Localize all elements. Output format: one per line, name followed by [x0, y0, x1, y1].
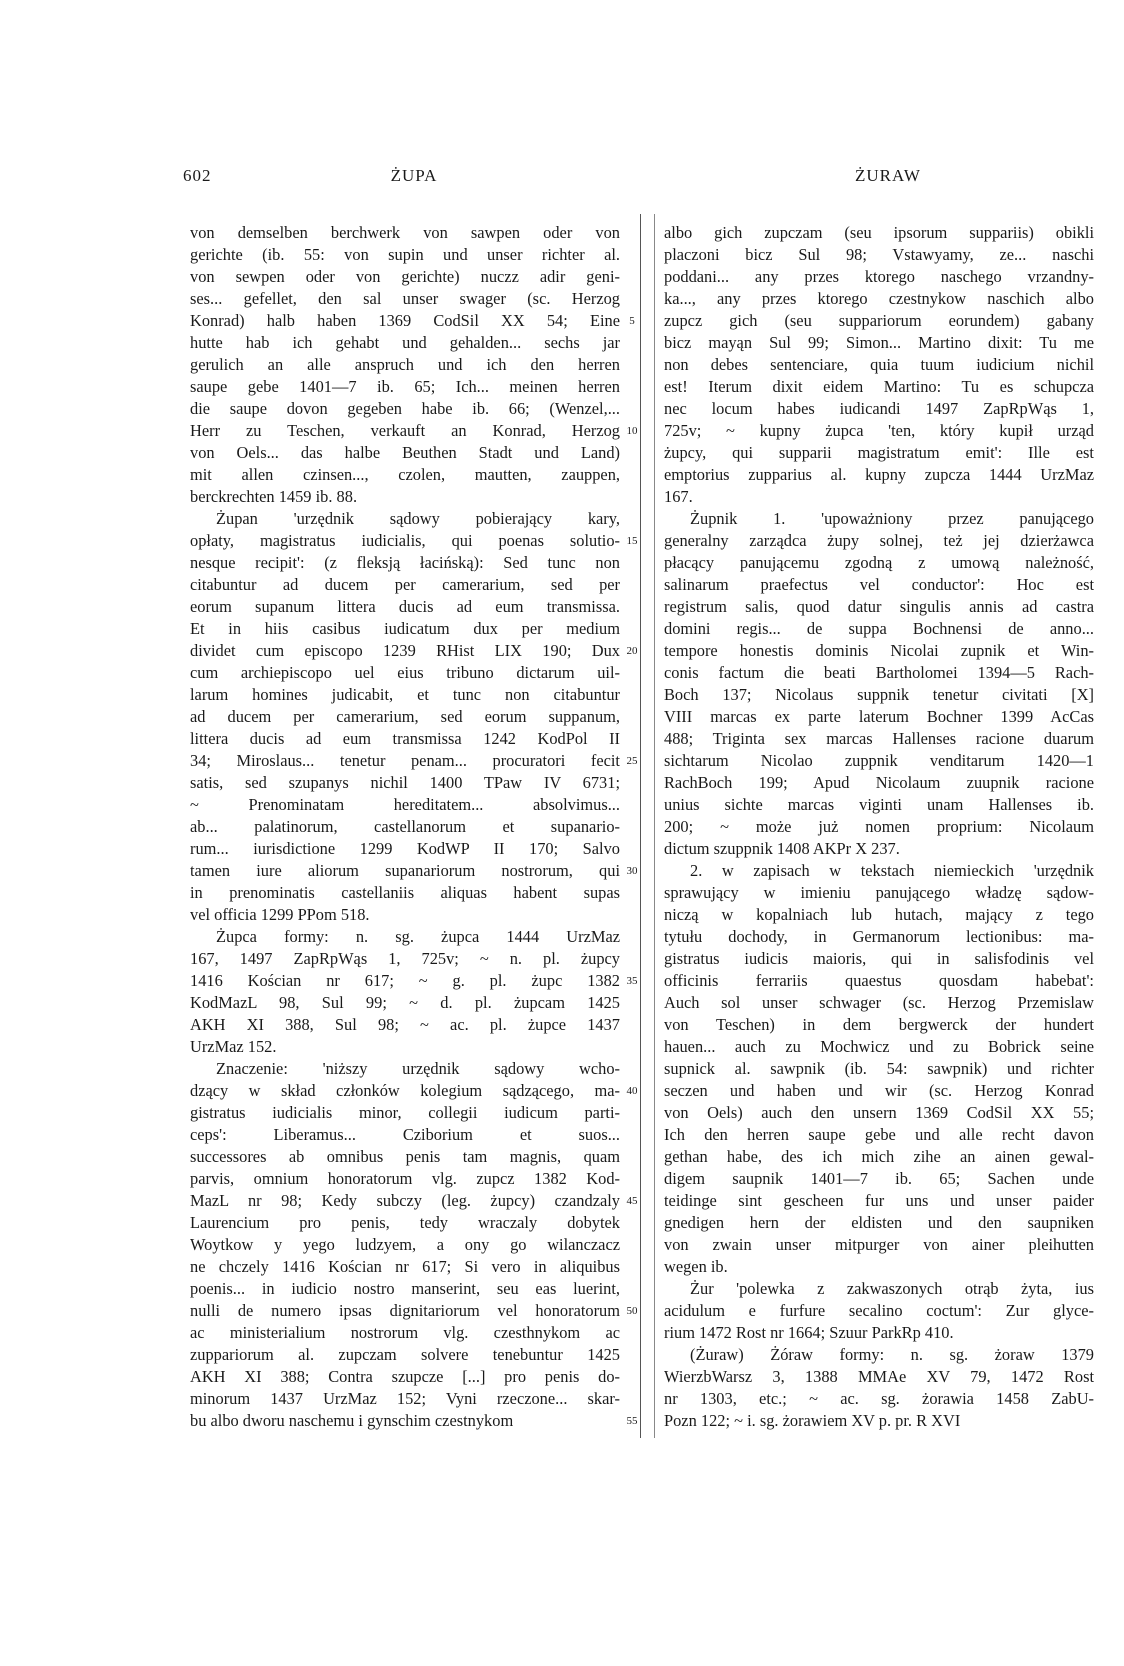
- left-column-line: Laurencium pro penis, tedy wraczaly dobytek: [190, 1213, 620, 1232]
- right-column-line: gethan habe, des ich mich zihe an ainen gewal-: [664, 1147, 1094, 1166]
- line-number: 50: [626, 1305, 638, 1317]
- left-column-line: Znaczenie: 'niższy urzędnik sądowy wcho-: [216, 1059, 620, 1078]
- right-column-line: wegen ib.: [664, 1257, 728, 1276]
- left-column-line: citabuntur ad ducem per camerarium, sed per: [190, 575, 620, 594]
- right-column-line: albo gich zupczam (seu ipsorum suppariis) obikli: [664, 223, 1094, 242]
- line-number: 15: [626, 535, 638, 547]
- right-column-line: emptorius zupparius al. kupny zupcza 1444 UrzMaz: [664, 465, 1094, 484]
- left-column-line: ceps': Liberamus... Cziborium et suos...: [190, 1125, 620, 1144]
- line-number: 55: [626, 1415, 638, 1427]
- page-number: 602: [183, 166, 212, 185]
- left-column-line: ab... palatinorum, castellanorum et supanario-: [190, 817, 620, 836]
- left-column-line: nulli de numero ipsas dignitariorum vel honoratorum: [190, 1301, 620, 1320]
- right-column-line: bicz mayąn Sul 99; Simon... Martino dixit: Tu me: [664, 333, 1094, 352]
- left-column-line: ~ Prenominatam hereditatem... absolvimus...: [190, 795, 620, 814]
- right-column-line: Żupnik 1. 'upoważniony przez panującego: [690, 509, 1094, 528]
- right-column-line: est! Iterum dixit eidem Martino: Tu es schupcza: [664, 377, 1094, 396]
- left-column-line: hutte hab ich gehabt und gehalden... sechs jar: [190, 333, 620, 352]
- left-column-line: tamen iure aliorum supanariorum nostrorum, qui: [190, 861, 620, 880]
- left-column-line: MazL nr 98; Kedy subczy (leg. żupcy) czandzaly: [190, 1191, 620, 1210]
- left-column-line: dividet cum episcopo 1239 RHist LIX 190; Dux: [190, 641, 620, 660]
- right-column-line: Żur 'polewka z zakwaszonych otrąb żyta, ius: [690, 1279, 1094, 1298]
- right-column-line: 2. w zapisach w tekstach niemieckich 'urzędnik: [690, 861, 1094, 880]
- right-column-line: gistratus iudicis maioris, qui in salisfodinis vel: [664, 949, 1094, 968]
- left-column-line: 34; Miroslaus... tenetur penam... procuratori fecit: [190, 751, 620, 770]
- right-column-line: hauen... auch zu Mochwicz und zu Bobrick seine: [664, 1037, 1094, 1056]
- right-column-line: von zwain unser mitpurger von ainer pleihutten: [664, 1235, 1094, 1254]
- left-column-line: die saupe dovon gegeben habe ib. 66; (Wenzel,...: [190, 399, 620, 418]
- left-column-line: von Oels... das halbe Beuthen Stadt und Land): [190, 443, 620, 462]
- right-column-line: 488; Triginta sex marcas Hallenses racione duarum: [664, 729, 1094, 748]
- right-column-line: seczen und haben und wir (sc. Herzog Konrad: [664, 1081, 1094, 1100]
- right-column-line: rium 1472 Rost nr 1664; Szuur ParkRp 410.: [664, 1323, 954, 1342]
- right-column-line: tempore honestis dominis Nicolai zupnik et Win-: [664, 641, 1094, 660]
- right-column-line: zupcz gich (seu suppariorum eorundem) gabany: [664, 311, 1094, 330]
- left-column-line: gistratus iudicialis minor, collegii iudicum parti-: [190, 1103, 620, 1122]
- column-rule-inner: [654, 214, 656, 1438]
- left-column-line: satis, sed szupanys nichil 1400 TPaw IV 6731;: [190, 773, 620, 792]
- left-column-line: von demselben berchwerk von sawpen oder von: [190, 223, 620, 242]
- right-column-line: dictum szuppnik 1408 AKPr X 237.: [664, 839, 900, 858]
- right-column-line: non debes sentenciare, quia tuum iudicium nichil: [664, 355, 1094, 374]
- left-column-line: AKH XI 388; Contra szupcze [...] pro penis do-: [190, 1367, 620, 1386]
- right-column-line: Pozn 122; ~ i. sg. żorawiem XV p. pr. R XVI: [664, 1411, 961, 1430]
- line-number: 10: [626, 425, 638, 437]
- right-column-line: von Oels) auch den unsern 1369 CodSil XX 55;: [664, 1103, 1094, 1122]
- left-column-line: Żupca formy: n. sg. żupca 1444 UrzMaz: [216, 927, 620, 946]
- right-column-line: płacący panującemu zgodną z umową należność,: [664, 553, 1094, 572]
- right-column-line: żupcy, qui supparii magistratum emit': Ille est: [664, 443, 1094, 462]
- left-column-line: successores ab omnibus penis tam magnis, quam: [190, 1147, 620, 1166]
- left-column-line: mit allen czinsen..., czolen, mautten, zauppen,: [190, 465, 620, 484]
- left-column-line: dzący w skład członków kolegium sądzącego, ma-: [190, 1081, 620, 1100]
- right-column-line: von Teschen) in dem bergwerck der hundert: [664, 1015, 1094, 1034]
- right-column-line: conis factum die beati Bartholomei 1394—5 Rach-: [664, 663, 1094, 682]
- left-column-line: Et in hiis casibus iudicatum dux per medium: [190, 619, 620, 638]
- left-column-line: Herr zu Teschen, verkauft an Konrad, Herzog: [190, 421, 620, 440]
- left-column-line: berckrechten 1459 ib. 88.: [190, 487, 358, 506]
- left-column-line: zuppariorum al. zupczam solvere tenebuntur 1425: [190, 1345, 620, 1364]
- right-column-line: generalny zarządca żupy solnej, też jej dzierżawca: [664, 531, 1094, 550]
- right-column-line: domini regis... de suppa Bochnensi de anno...: [664, 619, 1094, 638]
- left-running-head: ŻUPA: [390, 166, 438, 185]
- left-column-line: ne chczely 1416 Kościan nr 617; Si vero in aliquibus: [190, 1257, 620, 1276]
- left-column-line: nesque recipit': (z fleksją łacińską): Sed tunc non: [190, 553, 620, 572]
- left-column-line: KodMazL 98, Sul 99; ~ d. pl. żupcam 1425: [190, 993, 620, 1012]
- left-column-line: larum homines judicabit, et tunc non citabuntur: [190, 685, 620, 704]
- right-column-line: placzoni bicz Sul 98; Vstawyamy, ze... naschi: [664, 245, 1094, 264]
- left-column: [190, 222, 620, 1432]
- column-rule: [640, 214, 642, 1438]
- line-number: 35: [626, 975, 638, 987]
- right-column-line: supnick al. sawpnik (ib. 54: sawpnik) und richter: [664, 1059, 1094, 1078]
- right-column-line: nr 1303, etc.; ~ ac. sg. żorawia 1458 ZabU-: [664, 1389, 1094, 1408]
- right-column-line: registrum salis, quod datur singulis annis ad castra: [664, 597, 1094, 616]
- right-column-line: 167.: [664, 487, 693, 506]
- right-column-line: digem saupnik 1401—7 ib. 65; Sachen unde: [664, 1169, 1094, 1188]
- right-column-line: Boch 137; Nicolaus suppnik tenetur civitati [X]: [664, 685, 1094, 704]
- left-column-line: saupe gebe 1401—7 ib. 65; Ich... meinen herren: [190, 377, 620, 396]
- left-column-line: AKH XI 388, Sul 98; ~ ac. pl. żupce 1437: [190, 1015, 620, 1034]
- left-column-line: parvis, omnium honoratorum vlg. zupcz 1382 Kod-: [190, 1169, 620, 1188]
- right-column-line: salinarum praefectus vel conductor': Hoc est: [664, 575, 1094, 594]
- right-column-line: 200; ~ może już nomen proprium: Nicolaum: [664, 817, 1094, 836]
- line-number: 25: [626, 755, 638, 767]
- line-number: 40: [626, 1085, 638, 1097]
- left-column-line: gerulich an alle anspruch und ich den herren: [190, 355, 620, 374]
- right-column-line: officinis ferrariis quaestus quosdam habebat':: [664, 971, 1094, 990]
- right-column-line: RachBoch 199; Apud Nicolaum zuupnik racione: [664, 773, 1094, 792]
- left-column-line: ses... gefellet, den sal unser swager (sc. Herzog: [190, 289, 620, 308]
- left-column-line: in prenominatis castellaniis aliquas habent supas: [190, 883, 620, 902]
- left-column-line: cum archiepiscopo uel eius tribuno dictarum uil-: [190, 663, 620, 682]
- right-column-line: gnedigen hern der eldisten und den saupniken: [664, 1213, 1094, 1232]
- left-column-line: littera ducis ad eum transmissa 1242 KodPol II: [190, 729, 620, 748]
- left-column-line: Konrad) halb haben 1369 CodSil XX 54; Eine: [190, 311, 620, 330]
- left-column-line: minorum 1437 UrzMaz 152; Vyni rzeczone... skar-: [190, 1389, 620, 1408]
- right-column-line: Ich den herren saupe gebe und alle recht davon: [664, 1125, 1094, 1144]
- line-number: 45: [626, 1195, 638, 1207]
- right-column-line: poddani... any przes ktorego naschego vrzandny-: [664, 267, 1094, 286]
- right-column-line: Auch sol unser schwager (sc. Herzog Przemislaw: [664, 993, 1094, 1012]
- right-running-head: ŻURAW: [855, 166, 921, 185]
- right-column-line: niczą w kopalniach lub hutach, mający z tego: [664, 905, 1094, 924]
- left-column-line: bu albo dworu naschemu i gynschim czestnykom: [190, 1411, 514, 1430]
- left-column-line: poenis... in iudicio nostro manserint, seu eas luerint,: [190, 1279, 620, 1298]
- left-column-line: ad ducem per camerarium, sed eorum suppanum,: [190, 707, 620, 726]
- right-column-line: sprawujący w imieniu panującego władzę sądow-: [664, 883, 1094, 902]
- right-column-line: nec locum habes iudicandi 1497 ZapRpWąs 1,: [664, 399, 1094, 418]
- left-column-line: opłaty, magistratus iudicialis, qui poenas solutio-: [190, 531, 620, 550]
- line-number: 20: [626, 645, 638, 657]
- left-column-line: ac ministerialium nostrorum vlg. czesthnykom ac: [190, 1323, 620, 1342]
- left-column-line: von sewpen oder von gerichte) nuczz adir geni-: [190, 267, 620, 286]
- right-column-line: WierzbWarsz 3, 1388 MMAe XV 79, 1472 Rost: [664, 1367, 1094, 1386]
- right-column-line: VIII marcas ex parte laterum Bochner 1399 AcCas: [664, 707, 1094, 726]
- right-column-line: acidulum e furfure secalino coctum': Zur glyce-: [664, 1301, 1094, 1320]
- left-column-line: vel officia 1299 PPom 518.: [190, 905, 370, 924]
- right-column-line: unius sichte marcas viginti unam Hallenses ib.: [664, 795, 1094, 814]
- left-column-line: gerichte (ib. 55: von supin und unser richter al.: [190, 245, 620, 264]
- right-column: [664, 222, 1094, 1432]
- line-number: 30: [626, 865, 638, 877]
- line-number: 5: [629, 315, 635, 327]
- left-column-line: eorum supanum littera ducis ad eum transmissa.: [190, 597, 620, 616]
- left-column-line: 167, 1497 ZapRpWąs 1, 725v; ~ n. pl. żupcy: [190, 949, 620, 968]
- left-column-line: UrzMaz 152.: [190, 1037, 277, 1056]
- left-column-line: Woytkow y yego ludzyem, a ony go wilanczacz: [190, 1235, 620, 1254]
- right-column-line: 725v; ~ kupny żupca 'ten, który kupił urząd: [664, 421, 1094, 440]
- left-column-line: 1416 Kościan nr 617; ~ g. pl. żupc 1382: [190, 971, 620, 990]
- right-column-line: (Żuraw) Żóraw formy: n. sg. żoraw 1379: [690, 1345, 1094, 1364]
- right-column-line: sichtarum Nicolao zuppnik venditarum 1420—1: [664, 751, 1094, 770]
- left-column-line: Żupan 'urzędnik sądowy pobierający kary,: [216, 509, 620, 528]
- right-column-line: ka..., any przes ktorego czestnykow naschich albo: [664, 289, 1094, 308]
- right-column-line: tytułu dochody, in Germanorum lectionibus: ma-: [664, 927, 1094, 946]
- right-column-line: teidinge sint gescheen fur uns und unser paider: [664, 1191, 1094, 1210]
- left-column-line: rum... iurisdictione 1299 KodWP II 170; Salvo: [190, 839, 620, 858]
